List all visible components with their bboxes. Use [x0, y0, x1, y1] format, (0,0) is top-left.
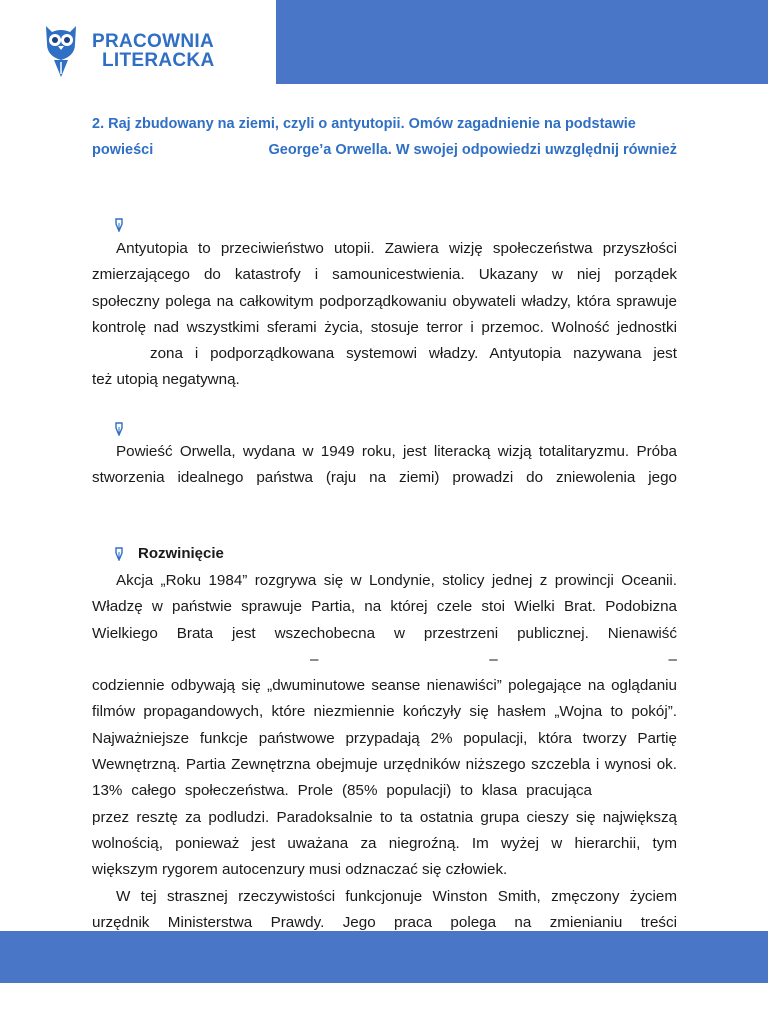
dash-line	[92, 647, 677, 673]
text-line: zona i podporządkowana systemowi władzy. Antyutopia nazywana jest	[150, 345, 677, 363]
fountain-pen-nib-icon	[114, 547, 124, 561]
brand-name	[92, 32, 214, 70]
text-line: 13% całego społeczeństwa. Prole (85% populacji) to klasa pracująca	[92, 782, 592, 800]
section-heading: Rozwinięcie	[138, 545, 224, 562]
fountain-pen-nib-icon	[114, 422, 124, 436]
footer-band	[0, 931, 768, 983]
fountain-pen-nib-icon	[114, 218, 124, 232]
text-line: codziennie odbywają się „dwuminutowe seanse nienawiści” polegające na oglądaniu	[92, 677, 677, 695]
text-line: Władzę w państwie sprawuje Partia, na której czele stoi Wielki Brat. Podobizna	[92, 598, 677, 616]
paragraph-antyutopia	[92, 236, 677, 394]
text-line: też utopią negatywną.	[92, 371, 240, 389]
text-line: zmierzającego do katastrofy i samounicestwienia. Ukazany w niej porządek	[92, 266, 677, 284]
question-title-rest: George’a Orwella. W swojej odpowiedzi uwzględnij również	[268, 142, 677, 158]
text-line: społeczny polega na całkowitym podporządkowaniu obywateli władzy, która sprawuje	[92, 292, 677, 310]
dash: –	[489, 650, 498, 668]
dash: –	[310, 650, 319, 668]
text-line: stworzenia idealnego państwa (raju na ziemi) prowadzi do zniewolenia jego	[92, 469, 677, 487]
header-band	[276, 0, 768, 84]
text-line: przez resztę za podludzi. Paradoksalnie to ta ostatnia grupa cieszy się największą	[92, 808, 677, 826]
text-line: Powieść Orwella, wydana w 1949 roku, jest literacką wizją totalitaryzmu. Próba	[116, 443, 677, 460]
text-line: Wielkiego Brata jest wszechobecna w przestrzeni publicznej. Nienawiść	[92, 624, 677, 642]
text-line: Antyutopia to przeciwieństwo utopii. Zawiera wizję społeczeństwa przyszłości	[116, 240, 677, 257]
question-title-line2	[92, 142, 677, 158]
brand-name-line2: LITERACKA	[102, 50, 215, 71]
dash: –	[668, 650, 677, 668]
text-line: kontrolę nad wszystkimi sferami życia, stosuje terror i przemoc. Wolność jednostki	[92, 318, 677, 336]
paragraph-rozwiniecie	[92, 568, 677, 936]
text-line: wolnością, ponieważ jest uważana za niegroźną. Im wyżej w hierarchii, tym	[92, 834, 677, 852]
owl-pen-icon	[42, 22, 80, 80]
text-line: W tej strasznej rzeczywistości funkcjonuje Winston Smith, zmęczony życiem	[116, 887, 677, 905]
brand-name-line1: PRACOWNIA	[92, 31, 214, 52]
text-line: Wewnętrzną. Partia Zewnętrzna obejmuje urzędników niższego szczebla i wynosi ok.	[92, 756, 677, 774]
question-title-line1: 2. Raj zbudowany na ziemi, czyli o antyutopii. Omów zagadnienie na podstawie	[92, 116, 636, 132]
text-line: filmów propagandowych, które niezmiennie kończyły się hasłem „Wojna to pokój”.	[92, 703, 677, 721]
question-title-word: powieści	[92, 142, 154, 158]
text-line: Najważniejsze funkcje państwowe przypadają 2% populacji, która tworzy Partię	[92, 729, 677, 747]
text-line: urzędnik Ministerstwa Prawdy. Jego praca polega na zmienianiu treści	[92, 913, 677, 931]
paragraph-orwell	[92, 439, 677, 492]
brand-logo	[40, 18, 240, 88]
text-line: Akcja „Roku 1984” rozgrywa się w Londynie, stolicy jednej z prowincji Oceanii.	[116, 572, 677, 589]
text-line: większym rygorem autocenzury musi odznaczać się człowiek.	[92, 861, 508, 879]
